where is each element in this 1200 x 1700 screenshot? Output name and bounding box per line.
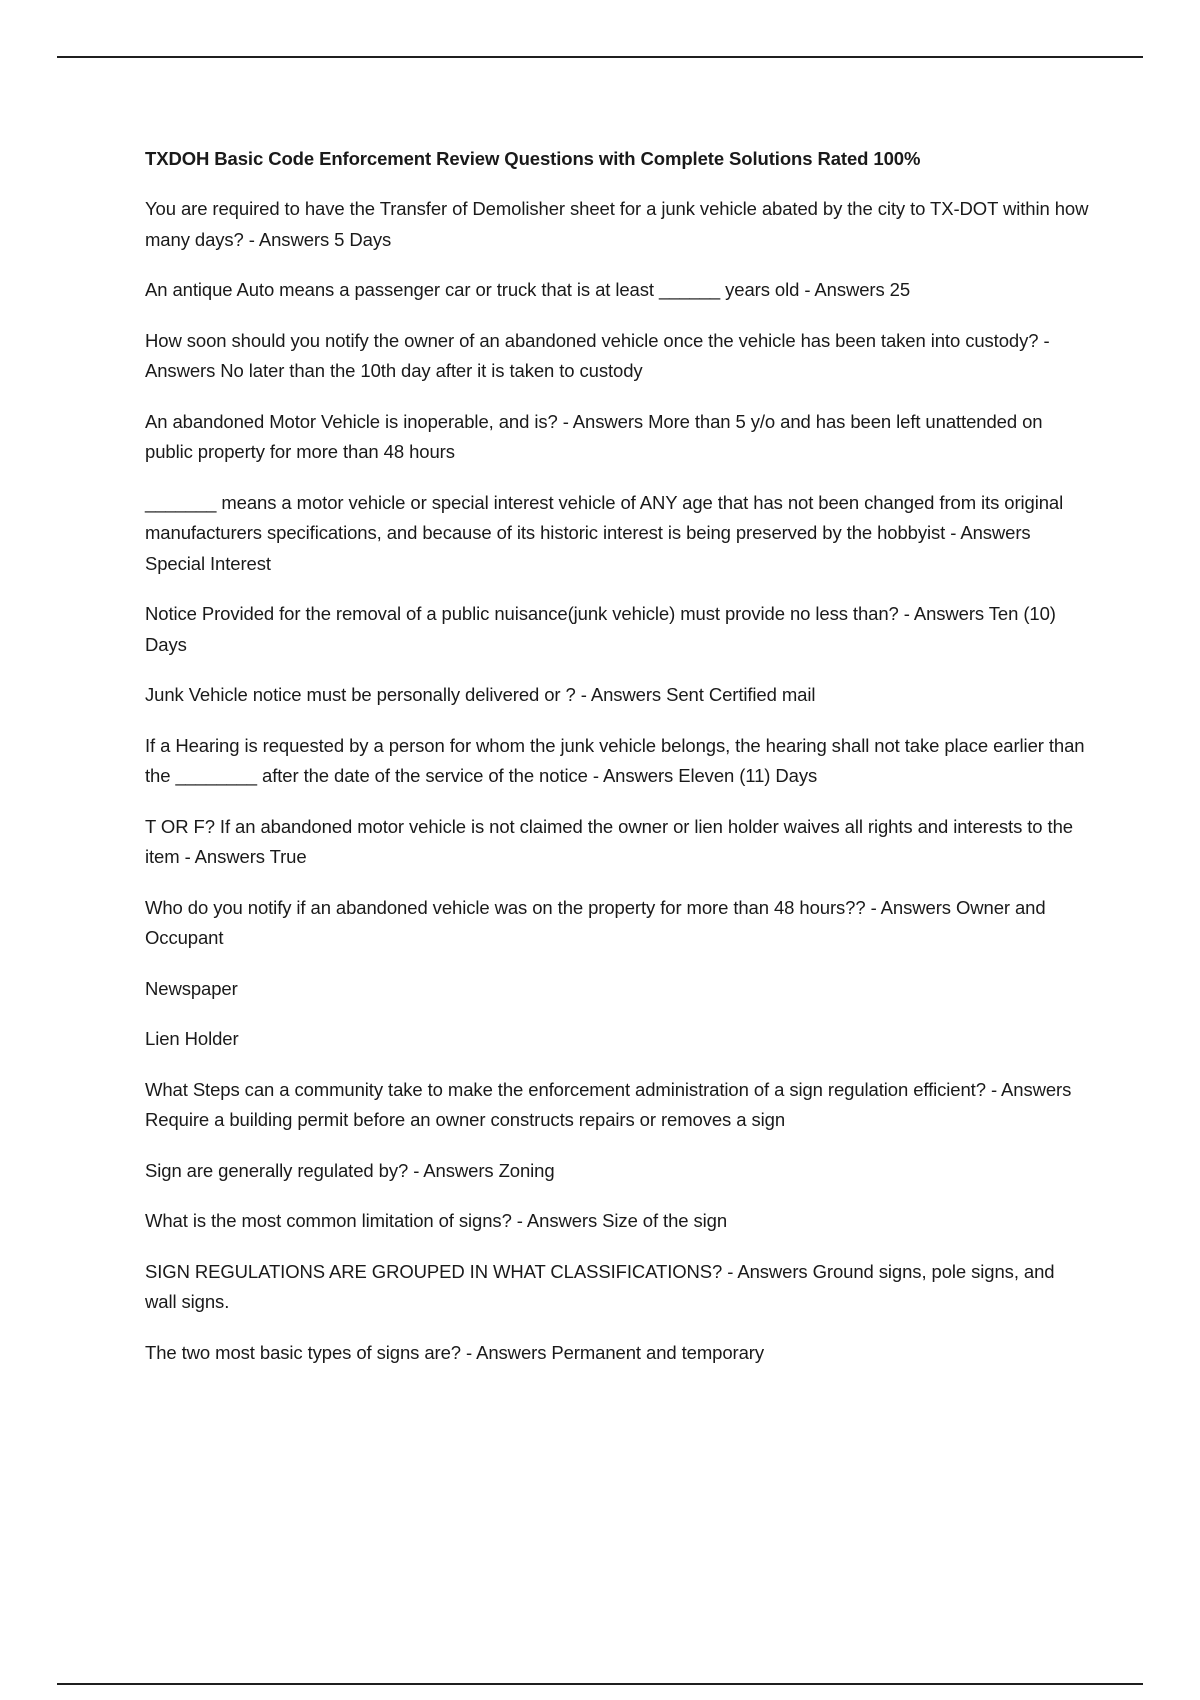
answer-continuation: Newspaper	[145, 977, 238, 999]
question-paragraph: If a Hearing is requested by a person for whom the junk vehicle belongs, the hearing shall not take place earlier than the ________ after the date of the service of the notice - Answers Eleven (11) Days	[145, 734, 1085, 786]
question-paragraph: _______ means a motor vehicle or special interest vehicle of ANY age that has not been changed from its original manufacturers specifications, and because of its historic interest is being preserved by the hobbyist - Answers Special Interest	[145, 491, 1064, 574]
question-paragraph: The two most basic types of signs are? - Answers Permanent and temporary	[145, 1341, 765, 1363]
question-paragraph: Notice Provided for the removal of a public nuisance(junk vehicle) must provide no less than? - Answers Ten (10) Days	[145, 603, 1056, 655]
footer-rule	[57, 1683, 1143, 1685]
header-rule	[57, 56, 1143, 58]
document-title: TXDOH Basic Code Enforcement Review Questions with Complete Solutions Rated 100%	[145, 148, 921, 169]
document-body	[145, 143, 1090, 1388]
question-paragraph: An abandoned Motor Vehicle is inoperable, and is? - Answers More than 5 y/o and has been left unattended on public property for more than 48 hours	[145, 410, 1043, 462]
question-paragraph: An antique Auto means a passenger car or truck that is at least ______ years old - Answers 25	[145, 279, 911, 300]
question-paragraph: How soon should you notify the owner of an abandoned vehicle once the vehicle has been taken into custody? - Answers No later than the 10th day after it is taken to custody	[145, 329, 1050, 381]
question-paragraph: What is the most common limitation of signs? - Answers Size of the sign	[145, 1210, 728, 1231]
question-paragraph: You are required to have the Transfer of Demolisher sheet for a junk vehicle abated by the city to TX-DOT within how many days? - Answers 5 Days	[145, 198, 1089, 250]
answer-continuation: Lien Holder	[145, 1028, 239, 1049]
question-paragraph: T OR F? If an abandoned motor vehicle is not claimed the owner or lien holder waives all rights and interests to the item - Answers True	[145, 815, 1073, 867]
question-paragraph: Who do you notify if an abandoned vehicle was on the property for more than 48 hours?? - Answers Owner and Occupant	[145, 896, 1046, 948]
question-paragraph: SIGN REGULATIONS ARE GROUPED IN WHAT CLASSIFICATIONS? - Answers Ground signs, pole signs, and wall signs.	[145, 1260, 1055, 1312]
question-paragraph: What Steps can a community take to make the enforcement administration of a sign regulation efficient? - Answers Require a building permit before an owner constructs repairs or removes a sign	[145, 1078, 1072, 1130]
question-paragraph: Junk Vehicle notice must be personally delivered or ? - Answers Sent Certified mail	[145, 684, 816, 705]
question-paragraph: Sign are generally regulated by? - Answers Zoning	[145, 1159, 555, 1181]
